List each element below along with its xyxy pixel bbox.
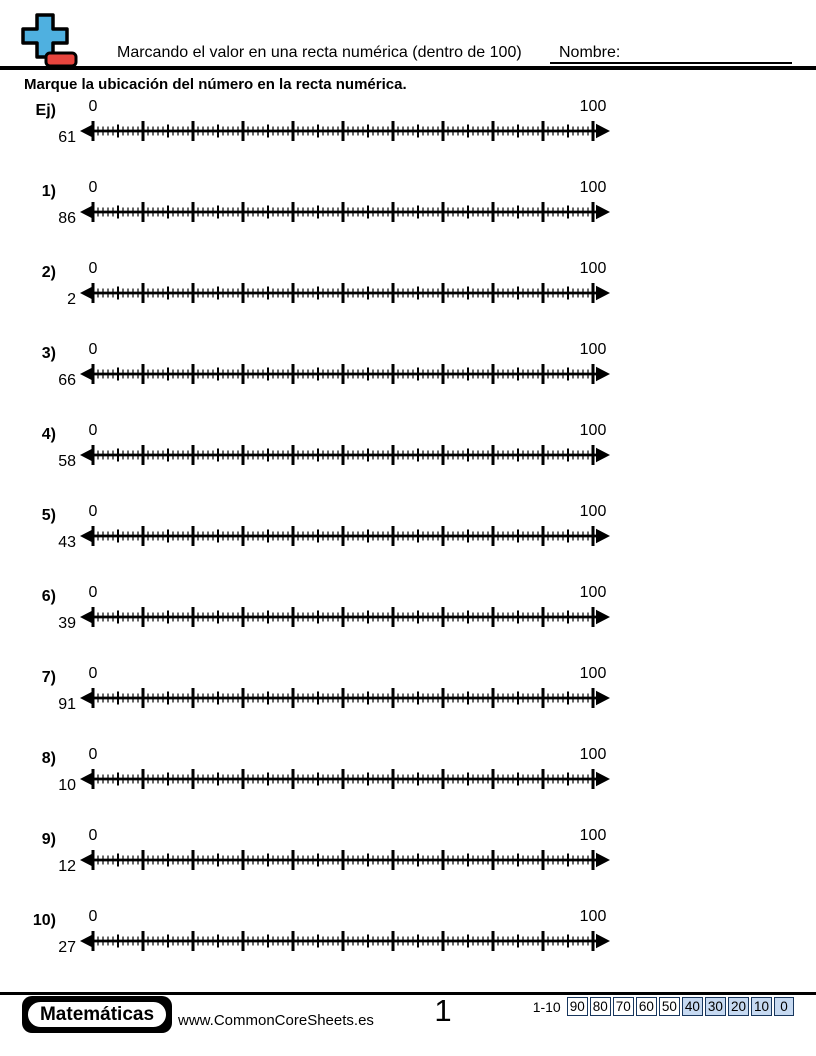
score-cell: 60 — [636, 997, 657, 1016]
line-end-label: 100 — [579, 98, 607, 115]
target-value: 58 — [58, 453, 76, 470]
problem-row — [0, 503, 816, 584]
problem-row — [0, 260, 816, 341]
name-label: Nombre: — [559, 44, 621, 61]
number-line-area — [80, 584, 610, 640]
page-title: Marcando el valor en una recta numérica (dentro de 100) — [117, 44, 522, 61]
score-cell: 80 — [590, 997, 611, 1016]
problem-number: 10) — [32, 912, 56, 929]
line-end-label: 100 — [579, 827, 607, 844]
problem-row — [0, 827, 816, 908]
line-start-label: 0 — [88, 827, 98, 844]
number-line-area — [80, 665, 610, 721]
name-write-line[interactable] — [550, 62, 792, 64]
number-line[interactable] — [80, 766, 610, 792]
target-value: 66 — [58, 372, 76, 389]
line-end-label: 100 — [579, 746, 607, 763]
problems-list — [0, 98, 816, 989]
target-value: 61 — [58, 129, 76, 146]
brand-badge — [22, 996, 172, 1033]
line-start-label: 0 — [88, 503, 98, 520]
target-value: 39 — [58, 615, 76, 632]
number-line[interactable] — [80, 199, 610, 225]
line-start-label: 0 — [88, 179, 98, 196]
score-cell: 20 — [728, 997, 749, 1016]
page-number: 1 — [434, 993, 452, 1028]
problem-row — [0, 908, 816, 989]
problem-number: 8) — [41, 750, 56, 767]
number-line-area — [80, 422, 610, 478]
line-start-label: 0 — [88, 665, 98, 682]
line-start-label: 0 — [88, 908, 98, 925]
score-cell: 0 — [774, 997, 794, 1016]
target-value: 86 — [58, 210, 76, 227]
line-end-label: 100 — [579, 503, 607, 520]
problem-row — [0, 746, 816, 827]
line-end-label: 100 — [579, 341, 607, 358]
line-end-label: 100 — [579, 665, 607, 682]
plus-minus-icon — [20, 12, 80, 70]
number-line-area — [80, 98, 610, 154]
score-cell: 70 — [613, 997, 634, 1016]
problem-number: 3) — [41, 345, 56, 362]
brand-label: Matemáticas — [26, 1000, 168, 1029]
line-start-label: 0 — [88, 584, 98, 601]
score-range-label: 1-10 — [532, 999, 561, 1015]
score-cell: 30 — [705, 997, 726, 1016]
line-end-label: 100 — [579, 908, 607, 925]
score-table — [533, 997, 794, 1016]
target-value: 12 — [58, 858, 76, 875]
problem-number: 4) — [41, 426, 56, 443]
website-url: www.CommonCoreSheets.es — [178, 1012, 374, 1029]
problem-row — [0, 665, 816, 746]
score-cell: 10 — [751, 997, 772, 1016]
number-line[interactable] — [80, 118, 610, 144]
score-cell: 90 — [567, 997, 588, 1016]
line-end-label: 100 — [579, 179, 607, 196]
number-line[interactable] — [80, 685, 610, 711]
number-line[interactable] — [80, 523, 610, 549]
problem-row — [0, 179, 816, 260]
problem-number: 9) — [41, 831, 56, 848]
line-start-label: 0 — [88, 341, 98, 358]
number-line[interactable] — [80, 847, 610, 873]
line-start-label: 0 — [88, 746, 98, 763]
number-line-area — [80, 179, 610, 235]
target-value: 10 — [58, 777, 76, 794]
score-cell: 40 — [682, 997, 703, 1016]
number-line-area — [80, 827, 610, 883]
problem-row — [0, 422, 816, 503]
problem-row — [0, 341, 816, 422]
number-line[interactable] — [80, 442, 610, 468]
number-line[interactable] — [80, 280, 610, 306]
problem-row — [0, 98, 816, 179]
problem-number: 6) — [41, 588, 56, 605]
number-line[interactable] — [80, 361, 610, 387]
instruction-text: Marque la ubicación del número en la recta numérica. — [24, 76, 407, 93]
line-end-label: 100 — [579, 422, 607, 439]
target-value: 27 — [58, 939, 76, 956]
number-line[interactable] — [80, 928, 610, 954]
score-cell: 50 — [659, 997, 680, 1016]
number-line-area — [80, 503, 610, 559]
problem-number: 5) — [41, 507, 56, 524]
target-value: 91 — [58, 696, 76, 713]
header-divider — [0, 66, 816, 70]
target-value: 2 — [67, 291, 76, 308]
line-start-label: 0 — [88, 260, 98, 277]
number-line-area — [80, 908, 610, 964]
target-value: 43 — [58, 534, 76, 551]
number-line-area — [80, 260, 610, 316]
line-end-label: 100 — [579, 260, 607, 277]
problem-number: 2) — [41, 264, 56, 281]
line-start-label: 0 — [88, 98, 98, 115]
problem-number: 7) — [41, 669, 56, 686]
problem-row — [0, 584, 816, 665]
score-cells — [567, 997, 794, 1016]
number-line-area — [80, 341, 610, 397]
problem-number: 1) — [41, 183, 56, 200]
line-start-label: 0 — [88, 422, 98, 439]
number-line[interactable] — [80, 604, 610, 630]
line-end-label: 100 — [579, 584, 607, 601]
problem-number: Ej) — [35, 102, 56, 119]
number-line-area — [80, 746, 610, 802]
footer-divider — [0, 992, 816, 995]
